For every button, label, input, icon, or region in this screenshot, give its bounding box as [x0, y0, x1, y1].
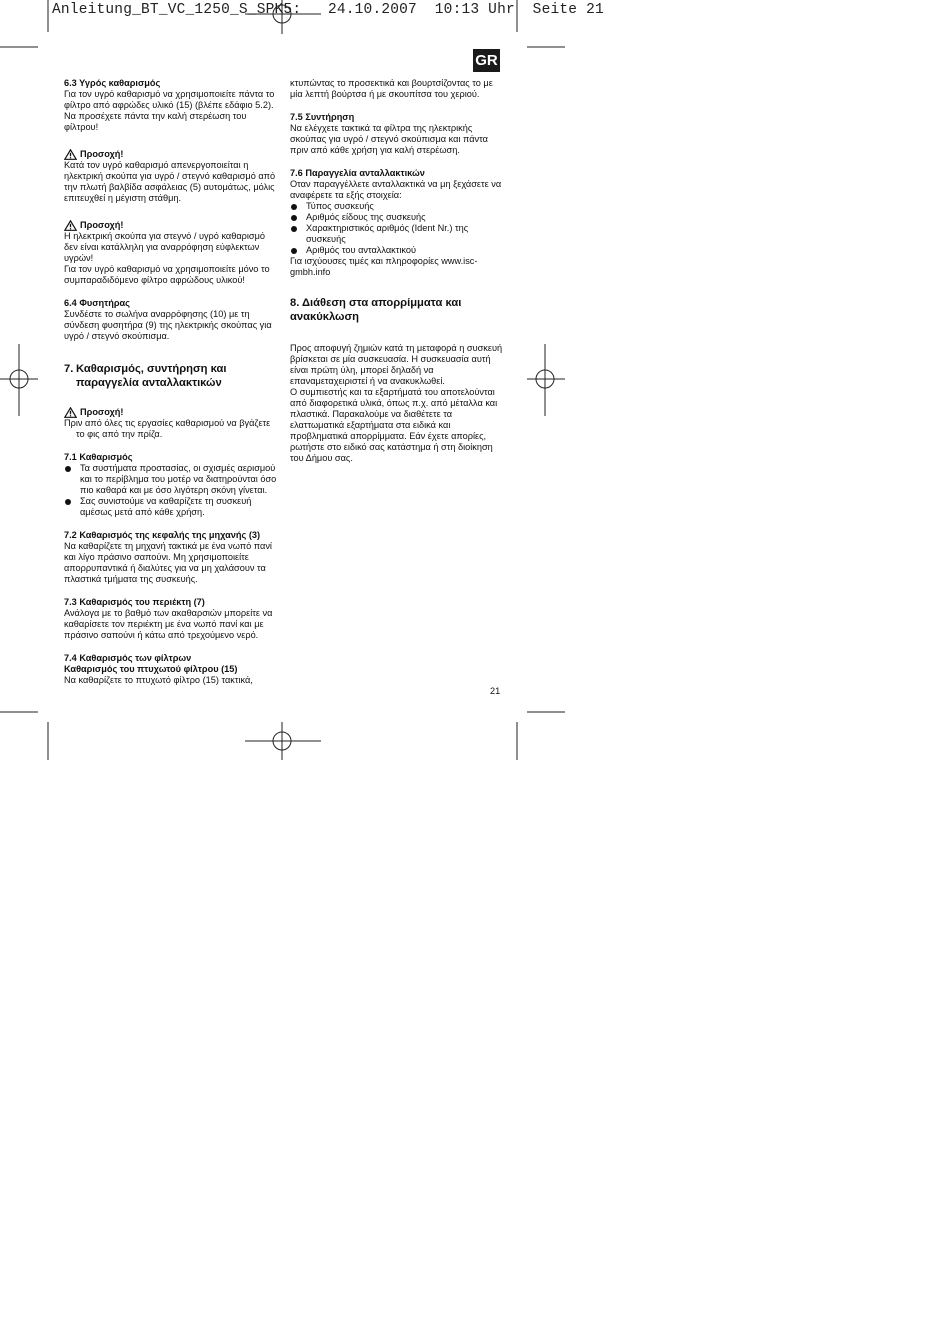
section-8-number: 8.	[290, 297, 300, 309]
bullet-icon	[291, 215, 297, 221]
warning-triangle-icon	[64, 407, 77, 418]
list-item-text: Τα συστήματα προστασίας, οι σχισμές αερισμού και το περίβλημα του μοτέρ να διατηρούνται όσο πιο καθαρά και με όσο λιγότερη σκόνη γίνεται.	[80, 463, 277, 495]
bullet-icon	[291, 226, 297, 232]
warning-3-text-line-2: το φις από την πρίζα.	[76, 429, 163, 439]
section-7-title-line-1: Καθαρισμός, συντήρηση και	[76, 363, 227, 375]
warning-3	[64, 407, 278, 418]
list-item	[290, 212, 504, 223]
warning-2-label: Προσοχή!	[80, 220, 124, 230]
section-7-4-title-line-2: Καθαρισμός του πτυχωτού φίλτρου (15)	[64, 664, 238, 674]
bullet-icon	[291, 248, 297, 254]
list-item-text: Χαρακτηριστικός αριθμός (Ident Nr.) της συσκευής	[306, 223, 469, 244]
section-7-6-info: Για ισχύουσες τιμές και πληροφορίες www.isc-gmbh.info	[290, 256, 478, 277]
section-6-3-title: 6.3 Υγρός καθαρισμός	[64, 78, 161, 88]
left-column	[64, 78, 278, 686]
list-item	[64, 463, 278, 496]
section-8-title-line-1: Διάθεση στα απορρίμματα και	[302, 297, 462, 309]
language-badge: GR	[473, 49, 500, 72]
list-item-text: Σας συνιστούμε να καθαρίζετε τη συσκευή αμέσως μετά από κάθε χρήση.	[80, 496, 252, 517]
page-number: 21	[490, 686, 501, 696]
warning-2-text-2: Για τον υγρό καθαρισμό να χρησιμοποιείτε μόνο το συμπαραδιδόμενο φίλτρο αφρώδους υλικού!	[64, 264, 270, 285]
section-6-4-text: Συνδέστε το σωλήνα αναρρόφησης (10) με τη σύνδεση φυσητήρα (9) της ηλεκτρικής σκούπας για υγρό / στεγνό σκούπισμα.	[64, 309, 272, 341]
list-item-text: Αριθμός είδους της συσκευής	[306, 212, 426, 222]
section-7-title-line-2: παραγγελία ανταλλακτικών	[76, 377, 222, 389]
section-7-3-title: 7.3 Καθαρισμός του περιέκτη (7)	[64, 597, 205, 607]
warning-2-text-1: Η ηλεκτρική σκούπα για στεγνό / υγρό καθαρισμό δεν είναι κατάλληλη για αναρρόφηση εύφλεκτων υγρών!	[64, 231, 266, 263]
section-8-text-2: Ο συμπιεστής και τα εξαρτήματά του αποτελούνται από διαφορετικά υλικά, όπως π.χ. από μέταλλα και πλαστικά. Παρακαλούμε να διαθέτετε τα ελαττωματικά εξαρτήματα στα ειδικά και προβληματικά απορρίμματα. Εάν έχετε απορίες, ρωτήστε στο ειδικό σας κατάστημα ή στη διοίκηση του Δήμου σας.	[290, 387, 498, 463]
section-7-6-title: 7.6 Παραγγελία ανταλλακτικών	[290, 168, 425, 178]
right-column	[290, 78, 504, 464]
warning-triangle-icon	[64, 220, 77, 231]
warning-3-label: Προσοχή!	[80, 407, 124, 417]
section-7-4-continued-text: κτυπώντας το προσεκτικά και βουρτσίζοντας το με μία λεπτή βούρτσα ή με σκουπίτσα του χεριού.	[290, 78, 493, 99]
section-7-5-title: 7.5 Συντήρηση	[290, 112, 355, 122]
list-item-text: Αριθμός του ανταλλακτικού	[306, 245, 417, 255]
list-item	[290, 201, 504, 212]
warning-1	[64, 149, 278, 160]
print-slug-header: Anleitung_BT_VC_1250_S_SPK5: 24.10.2007 10:13 Uhr Seite 21	[52, 2, 604, 18]
section-8-text-1: Προς αποφυγή ζημιών κατά τη μεταφορά η συσκευή βρίσκεται σε μία συσκευασία. Η συσκευασία αυτή είναι πρώτη ύλη, μπορεί δηλαδή να επαναμεταχειριστεί ή να ανακυκλωθεί.	[290, 343, 503, 386]
bullet-icon	[291, 204, 297, 210]
section-8-heading	[290, 296, 504, 324]
section-7-3-text: Ανάλογα με το βαθμό των ακαθαρσιών μπορείτε να καθαρίσετε τον περιέκτη με ένα νωπό πανί και με πράσινο σαπούνι ή κάτω από τρεχούμενο νερό.	[64, 608, 273, 640]
section-8-title-line-2: ανακύκλωση	[290, 311, 359, 323]
section-7-4-text: Να καθαρίζετε το πτυχωτό φίλτρο (15) τακτικά,	[64, 675, 253, 685]
section-7-2-text: Να καθαρίζετε τη μηχανή τακτικά με ένα νωπό πανί και λίγο πράσινο σαπούνι. Μη χρησιμοποιείτε απορρυπαντικά ή διαλύτες για να μη χαλάσουν τα πλαστικά τμήματα της συσκευής.	[64, 541, 272, 584]
section-7-4-title-line-1: 7.4 Καθαρισμός των φίλτρων	[64, 653, 192, 663]
section-7-1-title: 7.1 Καθαρισμός	[64, 452, 133, 462]
list-item	[64, 496, 278, 518]
list-item-text: Τύπος συσκευής	[306, 201, 374, 211]
section-7-number: 7.	[64, 363, 74, 375]
section-6-4-title: 6.4 Φυσητήρας	[64, 298, 130, 308]
section-7-heading	[64, 362, 278, 390]
warning-3-text-line-1: Πριν από όλες τις εργασίες καθαρισμού να βγάζετε	[64, 418, 271, 428]
warning-triangle-icon	[64, 149, 77, 160]
section-7-5-text: Να ελέγχετε τακτικά τα φίλτρα της ηλεκτρικής σκούπας για υγρό / στεγνό σκούπισμα και πάντα πριν από κάθε χρήση για καλή στερέωση.	[290, 123, 488, 155]
list-item	[290, 223, 504, 245]
warning-1-label: Προσοχή!	[80, 149, 124, 159]
section-7-2-title: 7.2 Καθαρισμός της κεφαλής της μηχανής (3)	[64, 530, 261, 540]
list-item	[290, 245, 504, 256]
warning-1-text: Κατά τον υγρό καθαρισμό απενεργοποιείται η ηλεκτρική σκούπα για υγρό / στεγνό καθαρισμό από την πλωτή βαλβίδα ασφάλειας (5) αυτομάτως, μόλις επιτευχθεί η μέγιστη στάθμη.	[64, 160, 276, 203]
warning-2	[64, 220, 278, 231]
bullet-icon	[65, 499, 71, 505]
bullet-icon	[65, 466, 71, 472]
section-7-6-intro: Οταν παραγγέλλετε ανταλλακτικά να μη ξεχάσετε να αναφέρετε τα εξής στοιχεία:	[290, 179, 502, 200]
section-6-3-text: Για τον υγρό καθαρισμό να χρησιμοποιείτε πάντα το φίλτρο από αφρώδες υλικό (15) (βλέπε εδάφιο 5.2). Να προσέχετε πάντα την καλή στερέωση του φίλτρου!	[64, 89, 275, 132]
